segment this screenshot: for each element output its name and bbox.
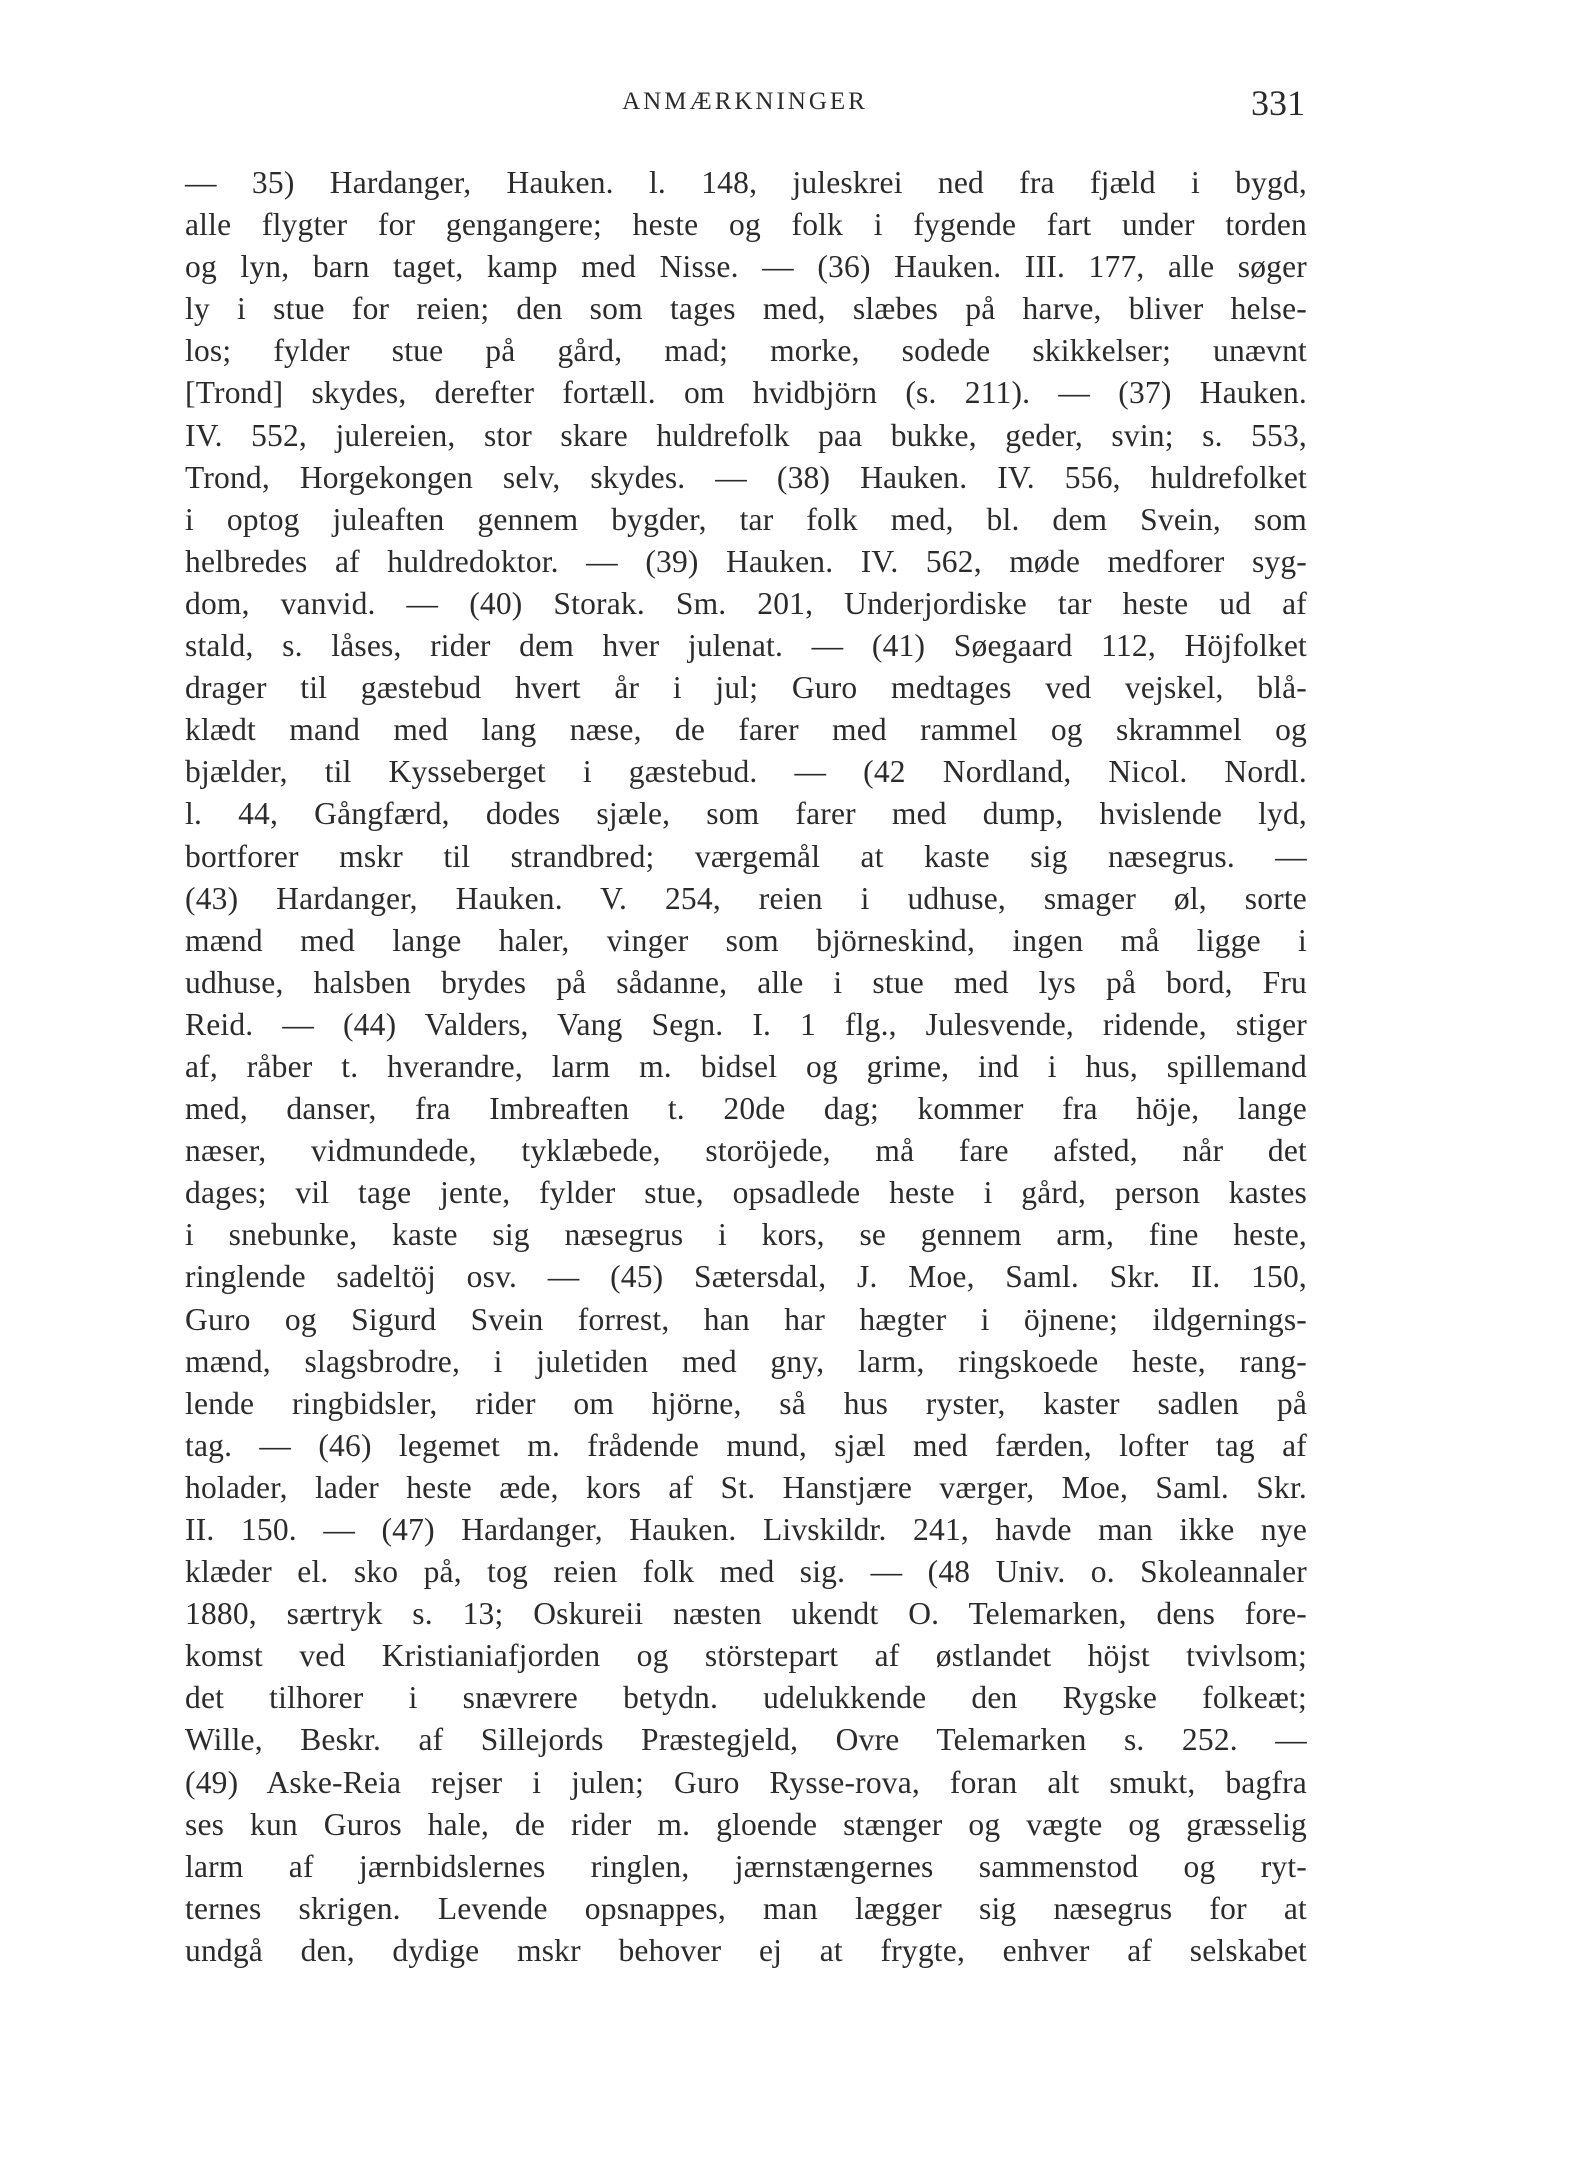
text-line: Trond, Horgekongen selv, skydes. — (38) Hauken. IV. 556, huldrefolket — [185, 459, 1307, 495]
text-line: l. 44, Gångfærd, dodes sjæle, som farer med dump, hvislende lyd, — [185, 796, 1307, 832]
text-line: — 35) Hardanger, Hauken. l. 148, juleskrei ned fra fjæld i bygd, — [185, 165, 1307, 200]
text-line: holader, lader heste æde, kors af St. Hanstjære værger, Moe, Saml. Skr. — [185, 1469, 1307, 1505]
text-line: med, danser, fra Imbreaften t. 20de dag; kommer fra höje, lange — [185, 1091, 1307, 1127]
text-line: 1880, særtryk s. 13; Oskureii næsten ukendt O. Telemarken, dens fore- — [185, 1596, 1307, 1632]
text-line: ly i stue for reien; den som tages med, slæbes på harve, bliver helse- — [185, 291, 1307, 327]
text-line: mænd med lange haler, vinger som björneskind, ingen må ligge i — [185, 922, 1307, 958]
text-line: lende ringbidsler, rider om hjörne, så hus ryster, kaster sadlen på — [185, 1385, 1307, 1421]
text-line: dages; vil tage jente, fylder stue, opsadlede heste i gård, person kastes — [185, 1175, 1307, 1211]
running-title: ANMÆRKNINGER — [622, 88, 868, 115]
text-line: tag. — (46) legemet m. frådende mund, sjæl med færden, lofter tag af — [185, 1427, 1307, 1463]
text-line: II. 150. — (47) Hardanger, Hauken. Livskildr. 241, havde man ikke nye — [185, 1512, 1307, 1547]
text-line: mænd, slagsbrodre, i juletiden med gny, larm, ringskoede heste, rang- — [185, 1343, 1307, 1379]
text-line: Reid. — (44) Valders, Vang Segn. I. 1 flg., Julesvende, ridende, stiger — [185, 1006, 1307, 1042]
text-line: ternes skrigen. Levende opsnappes, man lægger sig næsegrus for at — [185, 1890, 1307, 1926]
text-line: undgå den, dydige mskr behover ej at frygte, enhver af selskabet — [185, 1932, 1307, 1968]
text-line: ringlende sadeltöj osv. — (45) Sætersdal, J. Moe, Saml. Skr. II. 150, — [185, 1259, 1307, 1295]
text-line: [Trond] skydes, derefter fortæll. om hvidbjörn (s. 211). — (37) Hauken. — [185, 375, 1307, 411]
text-line: i snebunke, kaste sig næsegrus i kors, se gennem arm, fine heste, — [185, 1217, 1307, 1253]
text-line: klædt mand med lang næse, de farer med rammel og skrammel og — [185, 712, 1307, 748]
text-line: klæder el. sko på, tog reien folk med sig. — (48 Univ. o. Skoleannaler — [185, 1554, 1307, 1590]
text-line: Wille, Beskr. af Sillejords Præstegjeld, Ovre Telemarken s. 252. — — [185, 1722, 1307, 1758]
body-text — [185, 162, 1307, 1972]
text-line: (43) Hardanger, Hauken. V. 254, reien i udhuse, smager øl, sorte — [185, 880, 1307, 916]
text-line: drager til gæstebud hvert år i jul; Guro medtages ved vejskel, blå- — [185, 670, 1307, 706]
running-header — [185, 82, 1305, 132]
page-number: 331 — [1251, 83, 1305, 123]
text-line: det tilhorer i snævrere betydn. udelukkende den Rygske folkeæt; — [185, 1680, 1307, 1716]
text-line: bjælder, til Kysseberget i gæstebud. — (42 Nordland, Nicol. Nordl. — [185, 754, 1307, 790]
text-line: i optog juleaften gennem bygder, tar folk med, bl. dem Svein, som — [185, 501, 1307, 537]
text-line: udhuse, halsben brydes på sådanne, alle i stue med lys på bord, Fru — [185, 964, 1307, 1000]
text-line: larm af jærnbidslernes ringlen, jærnstængernes sammenstod og ryt- — [185, 1848, 1307, 1884]
text-line: helbredes af huldredoktor. — (39) Hauken. IV. 562, møde medforer syg- — [185, 543, 1307, 579]
text-line: dom, vanvid. — (40) Storak. Sm. 201, Underjordiske tar heste ud af — [185, 585, 1307, 621]
text-line: IV. 552, julereien, stor skare huldrefolk paa bukke, geder, svin; s. 553, — [185, 417, 1307, 453]
text-line: los; fylder stue på gård, mad; morke, sodede skikkelser; unævnt — [185, 333, 1307, 369]
text-line: bortforer mskr til strandbred; værgemål at kaste sig næsegrus. — — [185, 838, 1307, 874]
text-line: af, råber t. hverandre, larm m. bidsel og grime, ind i hus, spillemand — [185, 1048, 1307, 1084]
text-line: alle flygter for gengangere; heste og folk i fygende fart under torden — [185, 207, 1307, 243]
text-line: komst ved Kristianiafjorden og störstepart af østlandet höjst tvivlsom; — [185, 1638, 1307, 1674]
text-line: Guro og Sigurd Svein forrest, han har hægter i öjnene; ildgernings- — [185, 1301, 1307, 1337]
text-line: stald, s. låses, rider dem hver julenat. — (41) Søegaard 112, Höjfolket — [185, 628, 1307, 664]
text-line: (49) Aske-Reia rejser i julen; Guro Rysse-rova, foran alt smukt, bagfra — [185, 1764, 1307, 1800]
text-line: ses kun Guros hale, de rider m. gloende stænger og vægte og græsselig — [185, 1806, 1307, 1842]
text-line: og lyn, barn taget, kamp med Nisse. — (36) Hauken. III. 177, alle søger — [185, 249, 1307, 285]
text-line: næser, vidmundede, tyklæbede, storöjede, må fare afsted, når det — [185, 1133, 1307, 1169]
